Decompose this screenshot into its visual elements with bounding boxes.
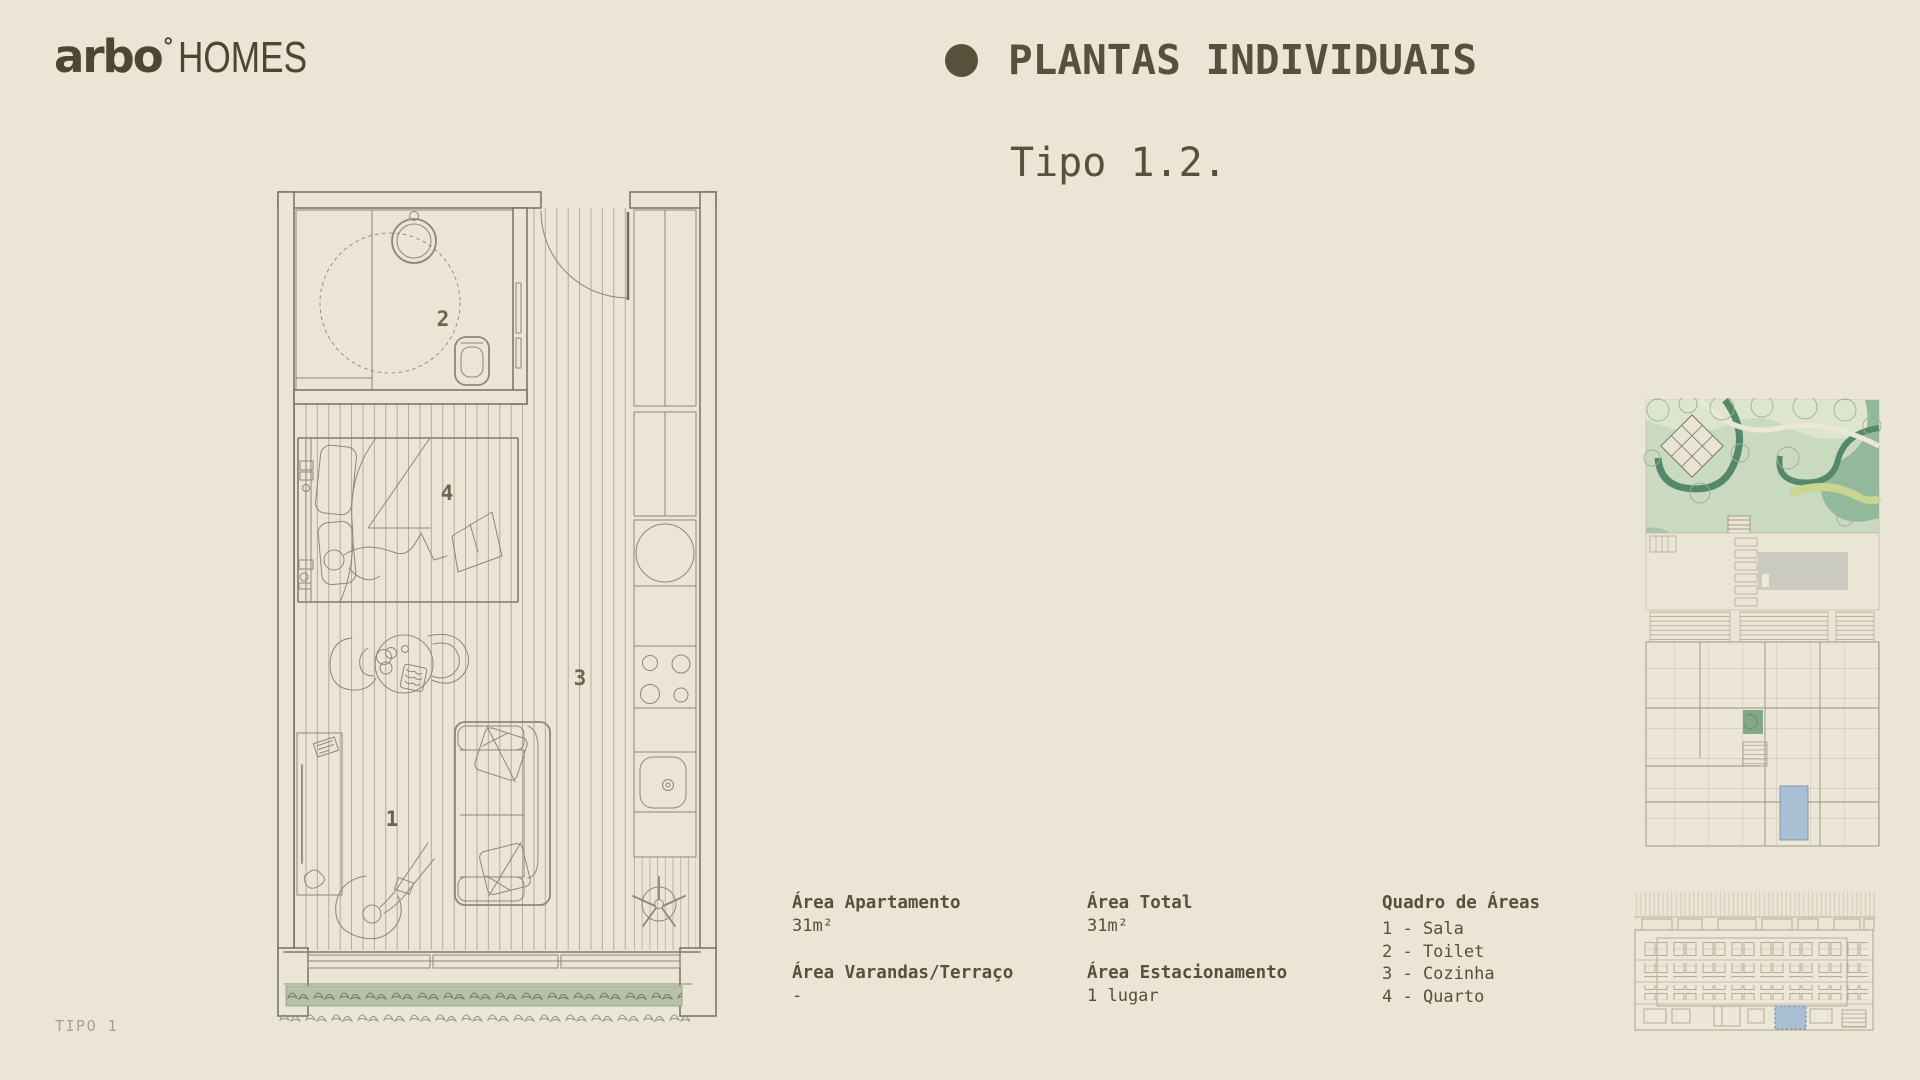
area-details-column-1 (792, 893, 1082, 1033)
area-varandas-value: - (792, 986, 803, 1006)
site-terraces (1650, 612, 1874, 642)
room-label-sala: 1 (385, 807, 399, 831)
room-legend (1382, 893, 1672, 1008)
planter-strip (278, 986, 690, 1026)
highlighted-unit-plan (1780, 786, 1808, 840)
area-estacionamento-label: Área Estacionamento (1087, 963, 1288, 983)
kitchen-sink-icon (634, 752, 696, 812)
brand-logo-name: arbo (54, 30, 162, 83)
legend-item-cozinha: 3 - Cozinha (1382, 964, 1495, 984)
site-building-plan (1646, 642, 1879, 846)
building-elevation-thumbnail (1630, 890, 1886, 1040)
floor-plan (268, 188, 720, 1028)
garage-door (1842, 1010, 1866, 1027)
area-estacionamento-value: 1 lugar (1087, 986, 1159, 1006)
kitchen-floor (634, 857, 696, 950)
page-title: PLANTAS INDIVIDUAIS (1008, 36, 1477, 84)
site-plan-thumbnail (1640, 398, 1885, 850)
room-label-quarto: 4 (440, 481, 454, 505)
area-apartamento-value: 31m² (792, 916, 833, 936)
bathroom (296, 210, 513, 393)
sink-icon (392, 212, 436, 264)
area-apartamento-label: Área Apartamento (792, 893, 961, 913)
room-label-toilet: 2 (436, 307, 450, 331)
hob-icon (634, 646, 696, 708)
courtyard-green (1743, 710, 1763, 734)
plan-footer-label: TIPO 1 (55, 1017, 119, 1035)
highlighted-unit-elevation (1775, 1006, 1806, 1029)
brand-logo (54, 30, 339, 83)
legend-item-sala: 1 - Sala (1382, 919, 1464, 939)
site-roof-band (1646, 533, 1879, 610)
bullet-icon (945, 44, 978, 77)
page-header (945, 36, 1477, 84)
area-details-column-2 (1087, 893, 1377, 1033)
room-label-cozinha: 3 (573, 666, 587, 690)
legend-item-toilet: 2 - Toilet (1382, 941, 1485, 962)
brand-logo-degree-mark: ° (162, 35, 174, 60)
elevation-roofline (1634, 892, 1876, 930)
legend-item-quarto: 4 - Quarto (1382, 986, 1485, 1007)
entry-hall-floor (533, 208, 630, 404)
brand-logo-suffix: HOMES (177, 33, 307, 82)
wardrobe (634, 210, 696, 516)
stair-core (1743, 742, 1767, 766)
area-varandas-label: Área Varandas/Terraço (792, 963, 1014, 983)
garden-stairs (1728, 516, 1750, 534)
turning-circle (320, 233, 460, 373)
elevation-facade (1635, 930, 1873, 1030)
window-band (284, 952, 700, 984)
toilet-icon (455, 337, 489, 393)
washer-icon (636, 524, 694, 582)
area-total-label: Área Total (1087, 893, 1193, 913)
plan-type-subtitle: Tipo 1.2. (1010, 140, 1227, 186)
area-total-value: 31m² (1087, 916, 1128, 936)
legend-title: Quadro de Áreas (1382, 893, 1541, 913)
